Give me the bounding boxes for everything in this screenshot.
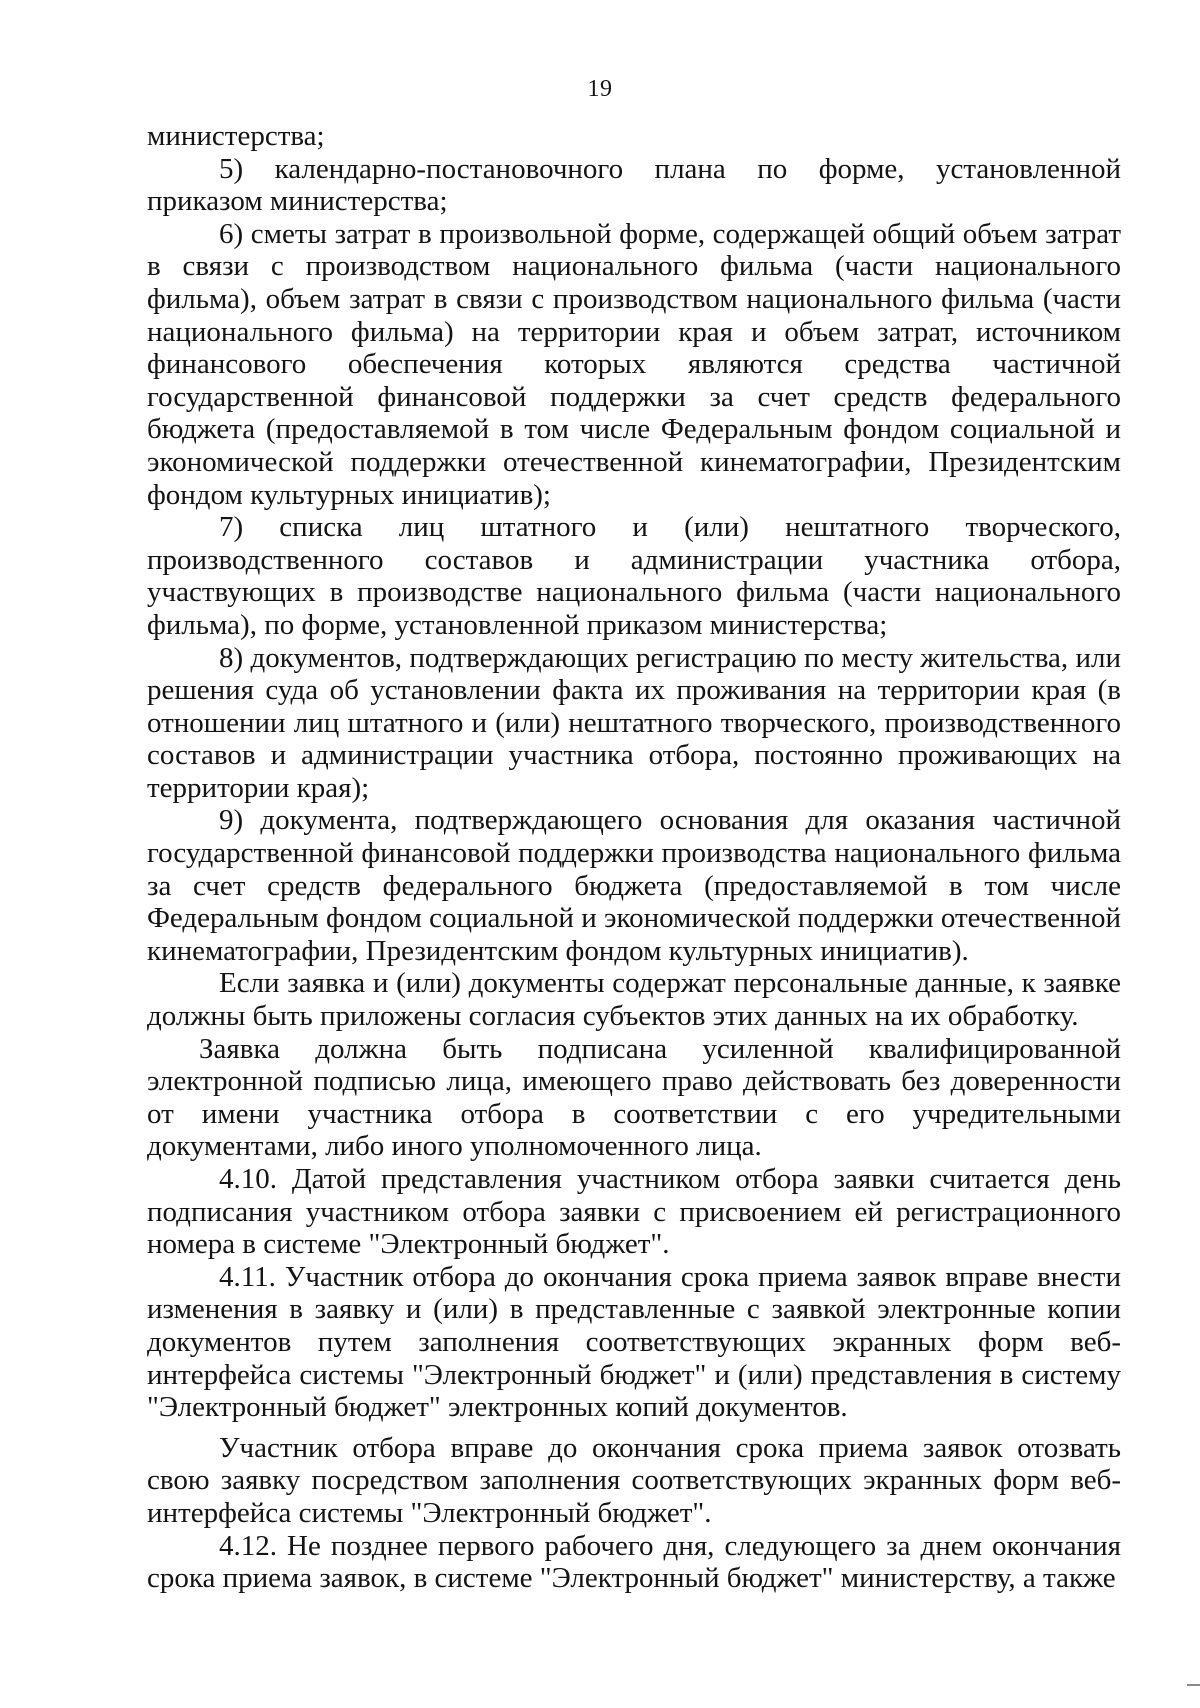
- page-number: 19: [587, 76, 613, 102]
- paragraph-item-6: 6) сметы затрат в произвольной форме, содержащей общий объем затрат в связи с производством национального фильма (части национального фильма), объем затрат в связи с производством национального фильма (части национального фильма) на территории края и объем затрат, источником финансового обеспечения которых являются средства частичной государственной финансовой поддержки за счет средств федерального бюджета (предоставляемой в том числе Федеральным фондом социальной и экономической поддержки отечественной кинематографии, Президентским фондом культурных инициатив);: [147, 217, 1121, 511]
- paragraph-signature-requirement: Заявка должна быть подписана усиленной квалифицированной электронной подписью лица, имеющего право действовать без доверенности от имени участника отбора в соответствии с его учредительными документами, либо иного уполномоченного лица.: [147, 1032, 1121, 1163]
- paragraph-item-5: 5) календарно-постановочного плана по форме, установленной приказом министерства;: [147, 152, 1121, 218]
- paragraph-item-8: 8) документов, подтверждающих регистрацию по месту жительства, или решения суда об установлении факта их проживания на территории края (в отношении лиц штатного и (или) нештатного творческого, производственного составов и администрации участника отбора, постоянно проживающих на территории края);: [147, 641, 1121, 804]
- paragraph-4-12: 4.12. Не позднее первого рабочего дня, следующего за днем окончания срока приема заявок, в системе "Электронный бюджет" министерству, а также: [147, 1529, 1121, 1595]
- paragraph-ministry-continuation: министерства;: [147, 120, 325, 152]
- paragraph-withdrawal: Участник отбора вправе до окончания срока приема заявок отозвать свою заявку посредством заполнения соответствующих экранных форм веб-интерфейса системы "Электронный бюджет".: [147, 1431, 1121, 1529]
- paragraph-4-10: 4.10. Датой представления участником отбора заявки считается день подписания участником отбора заявки с присвоением ей регистрационного номера в системе "Электронный бюджет".: [147, 1163, 1121, 1261]
- paragraph-item-9: 9) документа, подтверждающего основания для оказания частичной государственной финансовой поддержки производства национального фильма за счет средств федерального бюджета (предоставляемой в том числе Федеральным фондом социальной и экономической поддержки отечественной кинематографии, Президентским фондом культурных инициатив).: [147, 804, 1121, 967]
- paragraph-item-7: 7) списка лиц штатного и (или) нештатного творческого, производственного составов и администрации участника отбора, участвующих в производстве национального фильма (части национального фильма), по форме, установленной приказом министерства;: [147, 511, 1121, 641]
- paragraph-personal-data: Если заявка и (или) документы содержат персональные данные, к заявке должны быть приложены согласия субъектов этих данных на их обработку.: [147, 967, 1121, 1033]
- document-body: [147, 120, 1121, 1595]
- paragraph-4-11: 4.11. Участник отбора до окончания срока приема заявок вправе внести изменения в заявку и (или) в представленные с заявкой электронные копии документов путем заполнения соответствующих экранных форм веб-интерфейса системы "Электронный бюджет" и (или) представления в систему "Электронный бюджет" электронных копий документов.: [147, 1260, 1121, 1424]
- scan-edge-mark: [1187, 1684, 1200, 1686]
